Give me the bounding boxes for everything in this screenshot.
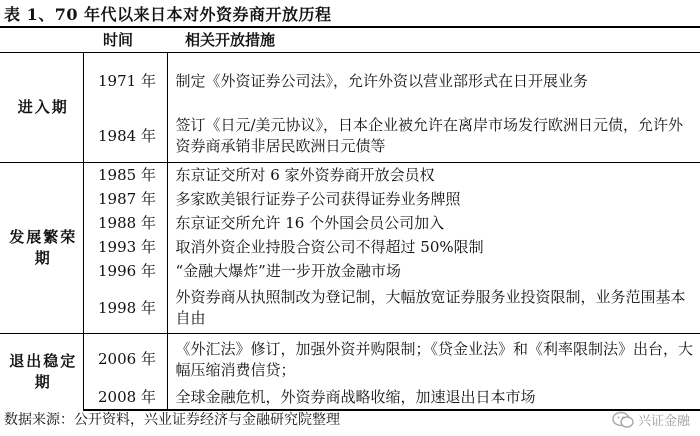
table-row <box>0 284 700 334</box>
data-source-note: 数据来源：公开资料，兴业证券经济与金融研究院整理 <box>4 412 340 428</box>
table-row <box>0 188 700 212</box>
period-cell: 发展繁荣期 <box>0 163 83 334</box>
table-header-row <box>0 27 700 53</box>
table-row <box>0 212 700 236</box>
measure-cell: 多家欧美银行证券子公司获得证券业务牌照 <box>175 190 461 208</box>
header-period <box>0 27 83 53</box>
year-cell: 1988 年 <box>83 212 167 236</box>
table-row <box>0 334 700 386</box>
year-cell: 1985 年 <box>83 163 167 188</box>
watermark-label: 兴证金融 <box>637 414 690 429</box>
period-cell: 进入期 <box>0 53 83 163</box>
year-cell: 1998 年 <box>83 284 167 334</box>
year-cell: 2006 年 <box>83 334 167 386</box>
measure-cell: “金融大爆炸”进一步开放金融市场 <box>175 262 401 280</box>
measure-cell: 《外汇法》修订，加强外资并购限制；《贷金业法》和《利率限制法》出台，大幅压缩消费信贷； <box>167 334 700 386</box>
measure-cell: 取消外资企业持股合资公司不得超过 50%限制 <box>175 238 484 256</box>
year-cell: 1984 年 <box>83 111 167 163</box>
table-row <box>0 111 700 163</box>
header-measure: 相关开放措施 <box>167 27 700 53</box>
measure-cell: 制定《外资证券公司法》，允许外资以营业部形式在日开展业务 <box>167 53 700 111</box>
table-row <box>0 386 700 410</box>
year-cell: 1987 年 <box>83 188 167 212</box>
watermark <box>612 410 690 429</box>
measure-cell: 东京证交所允许 16 个外国会员公司加入 <box>175 214 445 232</box>
table-row <box>0 236 700 260</box>
table-row <box>0 53 700 111</box>
wechat-bubble-icon <box>612 411 634 429</box>
year-cell: 1996 年 <box>83 260 167 284</box>
opening-history-table <box>0 26 700 411</box>
period-cell: 退出稳定期 <box>0 334 83 410</box>
measure-cell: 东京证交所对 6 家外资券商开放会员权 <box>167 163 700 188</box>
measure-cell: 全球金融危机，外资券商战略收缩，加速退出日本市场 <box>167 386 700 410</box>
table-row <box>0 260 700 284</box>
year-cell: 2008 年 <box>83 386 167 410</box>
year-cell: 1971 年 <box>83 53 167 111</box>
header-year: 时间 <box>83 27 167 53</box>
table-row <box>0 163 700 188</box>
measure-cell: 外资券商从执照制改为登记制，大幅放宽证券服务业投资限制，业务范围基本自由 <box>175 288 686 328</box>
measure-cell: 签订《日元/美元协议》，日本企业被允许在离岸市场发行欧洲日元债，允许外资券商承销非居民欧洲日元债等 <box>175 116 684 156</box>
year-cell: 1993 年 <box>83 236 167 260</box>
table-title: 表 1、70 年代以来日本对外资券商开放历程 <box>4 5 332 24</box>
